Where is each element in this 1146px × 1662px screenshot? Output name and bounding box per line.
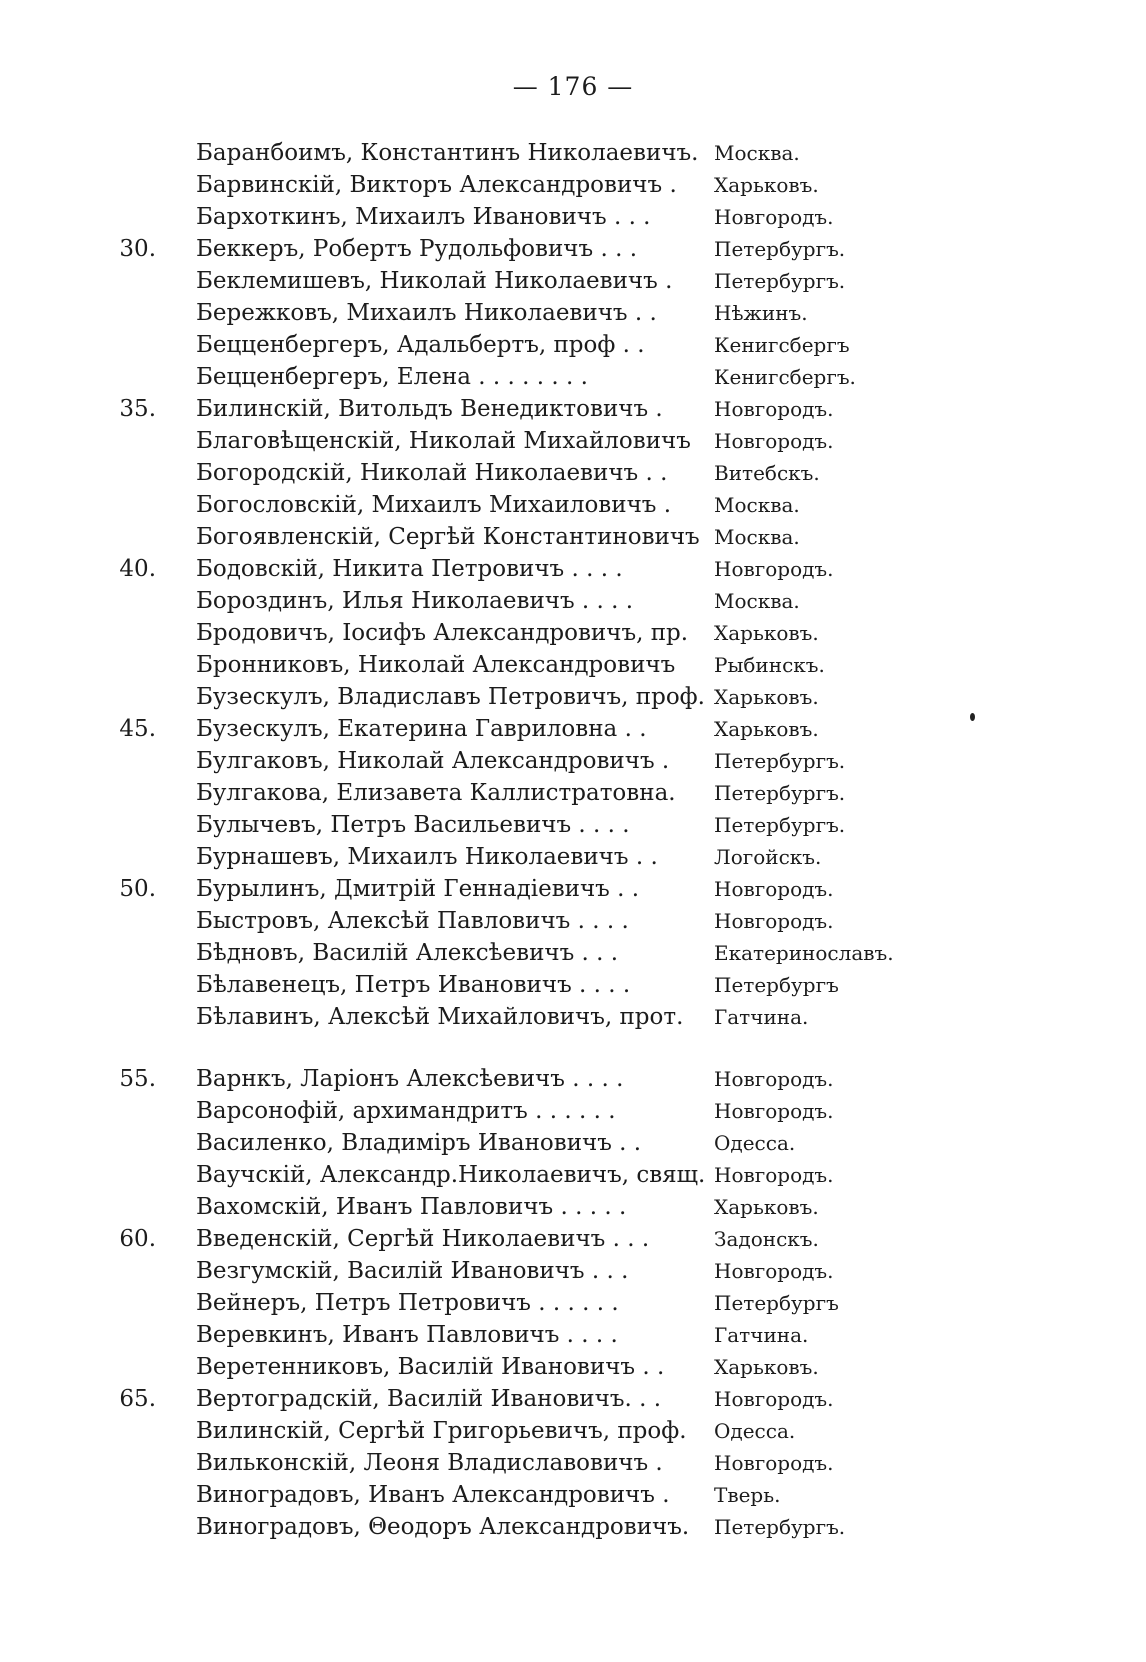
entry-name: Вилинскій, Сергѣй Григорьевичъ, проф. <box>196 1418 687 1444</box>
list-item <box>0 809 1146 841</box>
list-item <box>0 1511 1146 1543</box>
list-item <box>0 777 1146 809</box>
entry-number: 50. <box>119 876 156 902</box>
list-item <box>0 617 1146 649</box>
entry-place: Новгородъ. <box>714 1163 834 1187</box>
list-item <box>0 1255 1146 1287</box>
entry-name: Виноградовъ, Θеодоръ Александровичъ. <box>196 1514 690 1540</box>
list-item <box>0 905 1146 937</box>
entry-name: Булгаковъ, Николай Александровичъ . <box>196 748 670 774</box>
entry-place: Новгородъ. <box>714 429 834 453</box>
entry-place: Харьковъ. <box>714 717 819 741</box>
entry-place: Харьковъ. <box>714 173 819 197</box>
entry-place: Логойскъ. <box>714 845 822 869</box>
entry-name: Бережковъ, Михаилъ Николаевичъ . . <box>196 300 657 326</box>
entry-number: 55. <box>119 1066 156 1092</box>
entry-name: Бѣлавинъ, Алексѣй Михайловичъ, прот. <box>196 1004 684 1030</box>
list-item <box>0 1127 1146 1159</box>
entry-place: Новгородъ. <box>714 397 834 421</box>
entry-name: Богородскій, Николай Николаевичъ . . <box>196 460 668 486</box>
list-item <box>0 297 1146 329</box>
entry-name: Бурнашевъ, Михаилъ Николаевичъ . . <box>196 844 658 870</box>
entry-number: 30. <box>119 236 156 262</box>
list-item <box>0 553 1146 585</box>
entry-place: Задонскъ. <box>714 1227 819 1251</box>
entry-place: Новгородъ. <box>714 877 834 901</box>
entry-place: Петербургъ <box>714 1291 839 1315</box>
entry-place: Харьковъ. <box>714 1355 819 1379</box>
entry-name: Бурылинъ, Дмитрій Геннадіевичъ . . <box>196 876 640 902</box>
entry-name: Булычевъ, Петръ Васильевичъ . . . . <box>196 812 630 838</box>
entry-place: Кенигсбергъ <box>714 333 850 357</box>
entry-name: Бецценбергеръ, Адальбертъ, проф . . <box>196 332 645 358</box>
list-item <box>0 201 1146 233</box>
list-item <box>0 1447 1146 1479</box>
entry-name: Василенко, Владиміръ Ивановичъ . . <box>196 1130 642 1156</box>
list-item <box>0 1383 1146 1415</box>
entry-place: Нѣжинъ. <box>714 301 808 325</box>
entry-name: Введенскій, Сергѣй Николаевичъ . . . <box>196 1226 650 1252</box>
entry-number: 40. <box>119 556 156 582</box>
entry-place: Одесса. <box>714 1131 796 1155</box>
entry-name: Баранбоимъ, Константинъ Николаевичъ. <box>196 140 699 166</box>
entry-name: Варсонофій, архимандритъ . . . . . . <box>196 1098 616 1124</box>
entry-name: Везгумскій, Василій Ивановичъ . . . <box>196 1258 629 1284</box>
entry-place: Петербургъ <box>714 973 839 997</box>
entry-place: Новгородъ. <box>714 1067 834 1091</box>
list-item <box>0 937 1146 969</box>
list-item <box>0 1479 1146 1511</box>
entry-place: Новгородъ. <box>714 909 834 933</box>
entry-place: Новгородъ. <box>714 1099 834 1123</box>
list-item <box>0 361 1146 393</box>
entry-place: Витебскъ. <box>714 461 820 485</box>
entry-name: Бороздинъ, Илья Николаевичъ . . . . <box>196 588 634 614</box>
entry-name: Бузескулъ, Екатерина Гавриловна . . <box>196 716 647 742</box>
list-item <box>0 393 1146 425</box>
entry-name: Билинскій, Витольдъ Венедиктовичъ . <box>196 396 663 422</box>
entry-name: Беккеръ, Робертъ Рудольфовичъ . . . <box>196 236 638 262</box>
entry-place: Петербургъ. <box>714 237 846 261</box>
entry-place: Гатчина. <box>714 1323 809 1347</box>
list-item <box>0 1319 1146 1351</box>
list-item <box>0 265 1146 297</box>
entry-place: Харьковъ. <box>714 1195 819 1219</box>
list-item <box>0 649 1146 681</box>
list-item <box>0 489 1146 521</box>
entry-name: Бузескулъ, Владиславъ Петровичъ, проф. <box>196 684 705 710</box>
entry-place: Новгородъ. <box>714 1259 834 1283</box>
list-item <box>0 425 1146 457</box>
entry-place: Новгородъ. <box>714 1451 834 1475</box>
list-item <box>0 681 1146 713</box>
list-item <box>0 1063 1146 1095</box>
entry-place: Новгородъ. <box>714 205 834 229</box>
list-item <box>0 585 1146 617</box>
entry-place: Москва. <box>714 525 800 549</box>
entry-name: Вильконскій, Леоня Владиславовичъ . <box>196 1450 663 1476</box>
list-item <box>0 1351 1146 1383</box>
entry-number: 65. <box>119 1386 156 1412</box>
entry-place: Москва. <box>714 589 800 613</box>
list-item <box>0 329 1146 361</box>
entry-place: Одесса. <box>714 1419 796 1443</box>
entry-name: Булгакова, Елизавета Каллистратовна. <box>196 780 676 806</box>
entry-place: Петербургъ. <box>714 749 846 773</box>
entry-name: Бецценбергеръ, Елена . . . . . . . . <box>196 364 588 390</box>
entry-name: Бронниковъ, Николай Александровичъ <box>196 652 676 678</box>
member-list <box>0 137 1146 1543</box>
list-item <box>0 1159 1146 1191</box>
list-item <box>0 873 1146 905</box>
entry-name: Быстровъ, Алексѣй Павловичъ . . . . <box>196 908 629 934</box>
entry-name: Бодовскій, Никита Петровичъ . . . . <box>196 556 623 582</box>
entry-place: Петербургъ. <box>714 269 846 293</box>
entry-place: Гатчина. <box>714 1005 809 1029</box>
entry-place: Новгородъ. <box>714 1387 834 1411</box>
list-item <box>0 1191 1146 1223</box>
entry-number: 35. <box>119 396 156 422</box>
entry-name: Варнкъ, Ларіонъ Алексѣевичъ . . . . <box>196 1066 624 1092</box>
entry-place: Новгородъ. <box>714 557 834 581</box>
entry-name: Богоявленскій, Сергѣй Константиновичъ <box>196 524 700 550</box>
list-item <box>0 969 1146 1001</box>
list-item <box>0 233 1146 265</box>
entry-place: Москва. <box>714 493 800 517</box>
entry-name: Богословскій, Михаилъ Михаиловичъ . <box>196 492 672 518</box>
list-item <box>0 521 1146 553</box>
entry-place: Москва. <box>714 141 800 165</box>
entry-name: Бѣлавенецъ, Петръ Ивановичъ . . . . <box>196 972 631 998</box>
entry-name: Бархоткинъ, Михаилъ Ивановичъ . . . <box>196 204 651 230</box>
entry-place: Харьковъ. <box>714 621 819 645</box>
entry-name: Барвинскій, Викторъ Александровичъ . <box>196 172 677 198</box>
entry-place: Рыбинскъ. <box>714 653 825 677</box>
entry-place: Екатеринославъ. <box>714 941 894 965</box>
list-item <box>0 1415 1146 1447</box>
list-item <box>0 745 1146 777</box>
list-item <box>0 1287 1146 1319</box>
list-item <box>0 841 1146 873</box>
list-item <box>0 1095 1146 1127</box>
entry-name: Вейнеръ, Петръ Петровичъ . . . . . . <box>196 1290 619 1316</box>
entry-name: Бродовичъ, Іосифъ Александровичъ, пр. <box>196 620 689 646</box>
entry-place: Петербургъ. <box>714 813 846 837</box>
entry-place: Петербургъ. <box>714 781 846 805</box>
list-item <box>0 457 1146 489</box>
entry-name: Веретенниковъ, Василій Ивановичъ . . <box>196 1354 665 1380</box>
list-item <box>0 137 1146 169</box>
entry-name: Вахомскій, Иванъ Павловичъ . . . . . <box>196 1194 627 1220</box>
list-item <box>0 1001 1146 1033</box>
list-item <box>0 169 1146 201</box>
entry-place: Харьковъ. <box>714 685 819 709</box>
entry-place: Петербургъ. <box>714 1515 846 1539</box>
entry-name: Беклемишевъ, Николай Николаевичъ . <box>196 268 673 294</box>
entry-name: Благовѣщенскій, Николай Михайловичъ <box>196 428 691 454</box>
print-speck <box>970 713 975 721</box>
entry-place: Тверь. <box>714 1483 781 1507</box>
entry-number: 60. <box>119 1226 156 1252</box>
list-item <box>0 1223 1146 1255</box>
entry-name: Бѣдновъ, Василій Алексѣевичъ . . . <box>196 940 619 966</box>
entry-name: Веревкинъ, Иванъ Павловичъ . . . . <box>196 1322 618 1348</box>
entry-name: Вертоградскій, Василій Ивановичъ. . . <box>196 1386 662 1412</box>
entry-name: Ваучскій, Александр.Николаевичъ, свящ. <box>196 1162 706 1188</box>
entry-name: Виноградовъ, Иванъ Александровичъ . <box>196 1482 670 1508</box>
page-number: — 176 — <box>512 72 634 101</box>
entry-number: 45. <box>119 716 156 742</box>
entry-place: Кенигсбергъ. <box>714 365 856 389</box>
